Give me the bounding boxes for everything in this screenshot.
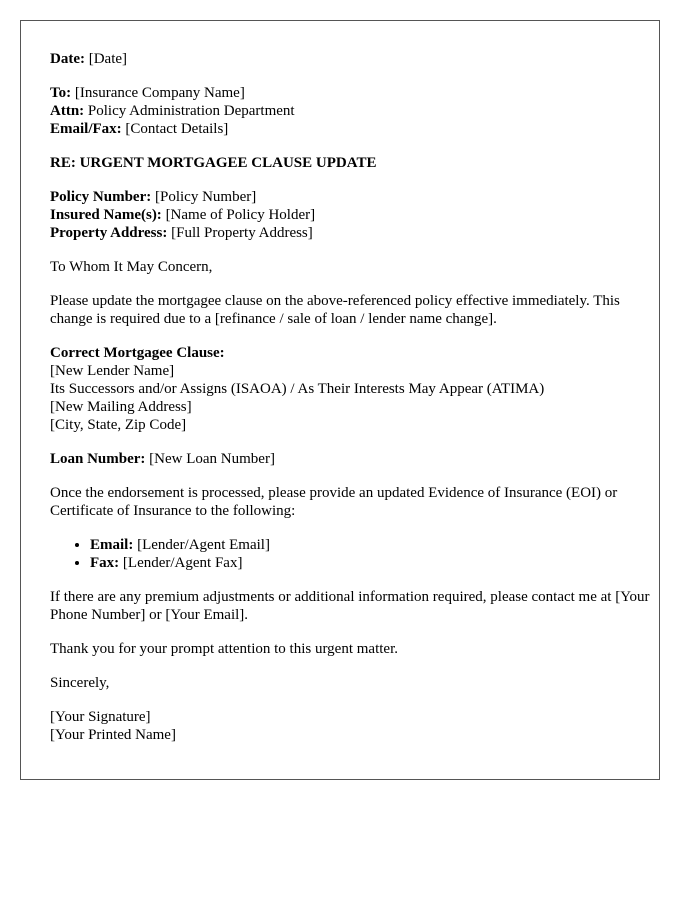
delivery-fax-label: Fax:	[90, 555, 120, 571]
letter-body	[50, 50, 650, 760]
policy-number-line	[50, 188, 650, 206]
eoi-text: Once the endorsement is processed, please provide an updated Evidence of Insurance (EOI) or Certificate of Insurance to the following:	[50, 485, 618, 519]
policy-number-label: Policy Number:	[50, 189, 152, 205]
delivery-item-email	[90, 536, 650, 554]
letter-page	[20, 20, 660, 780]
loan-number-line	[50, 450, 650, 468]
loan-number-value: [New Loan Number]	[149, 451, 275, 467]
contact-value: [Contact Details]	[125, 121, 229, 137]
to-line	[50, 84, 650, 102]
property-address-label: Property Address:	[50, 225, 168, 241]
delivery-fax-value: [Lender/Agent Fax]	[122, 555, 243, 571]
closing	[50, 674, 650, 692]
contact-line	[50, 120, 650, 138]
thanks-paragraph	[50, 640, 650, 658]
date-line	[50, 50, 650, 68]
delivery-email-value: [Lender/Agent Email]	[137, 537, 270, 553]
mortgagee-clause-block	[50, 344, 650, 434]
recipient-block	[50, 84, 650, 138]
delivery-item-fax	[90, 554, 650, 572]
thanks-text: Thank you for your prompt attention to this urgent matter.	[50, 641, 398, 657]
intro-paragraph	[50, 292, 650, 328]
contact-paragraph	[50, 588, 650, 624]
subject-text: RE: URGENT MORTGAGEE CLAUSE UPDATE	[50, 155, 377, 171]
salutation-text: To Whom It May Concern,	[50, 259, 213, 275]
salutation	[50, 258, 650, 276]
insured-label: Insured Name(s):	[50, 207, 162, 223]
date-label: Date:	[50, 51, 85, 67]
attn-label: Attn:	[50, 103, 85, 119]
subject-line	[50, 154, 650, 172]
contact-label: Email/Fax:	[50, 121, 122, 137]
attn-value: Policy Administration Department	[87, 103, 295, 119]
policy-number-value: [Policy Number]	[154, 189, 257, 205]
to-value: [Insurance Company Name]	[74, 85, 245, 101]
property-address-value: [Full Property Address]	[171, 225, 313, 241]
contact-text: If there are any premium adjustments or additional information required, please contact me at [Your Phone Number] or [Your Email].	[50, 589, 650, 623]
intro-text: Please update the mortgagee clause on the above-referenced policy effective immediately. This change is required due to a [refinance / sale of loan / lender name change].	[50, 293, 620, 327]
closing-text: Sincerely,	[50, 675, 110, 691]
mortgagee-clause-line: [New Lender Name]	[50, 363, 175, 379]
property-address-line	[50, 224, 650, 242]
printed-name-line: [Your Printed Name]	[50, 727, 176, 743]
attn-line	[50, 102, 650, 120]
policy-block	[50, 188, 650, 242]
loan-number-label: Loan Number:	[50, 451, 146, 467]
eoi-paragraph	[50, 484, 650, 520]
mortgagee-clause-line: Its Successors and/or Assigns (ISAOA) / As Their Interests May Appear (ATIMA)	[50, 381, 545, 397]
delivery-list	[50, 536, 650, 572]
signature-block	[50, 708, 650, 744]
mortgagee-clause-heading: Correct Mortgagee Clause:	[50, 345, 225, 361]
mortgagee-clause-line: [City, State, Zip Code]	[50, 417, 187, 433]
insured-line	[50, 206, 650, 224]
delivery-email-label: Email:	[90, 537, 134, 553]
signature-line: [Your Signature]	[50, 709, 151, 725]
date-value: [Date]	[88, 51, 128, 67]
mortgagee-clause-line: [New Mailing Address]	[50, 399, 192, 415]
to-label: To:	[50, 85, 72, 101]
insured-value: [Name of Policy Holder]	[165, 207, 316, 223]
